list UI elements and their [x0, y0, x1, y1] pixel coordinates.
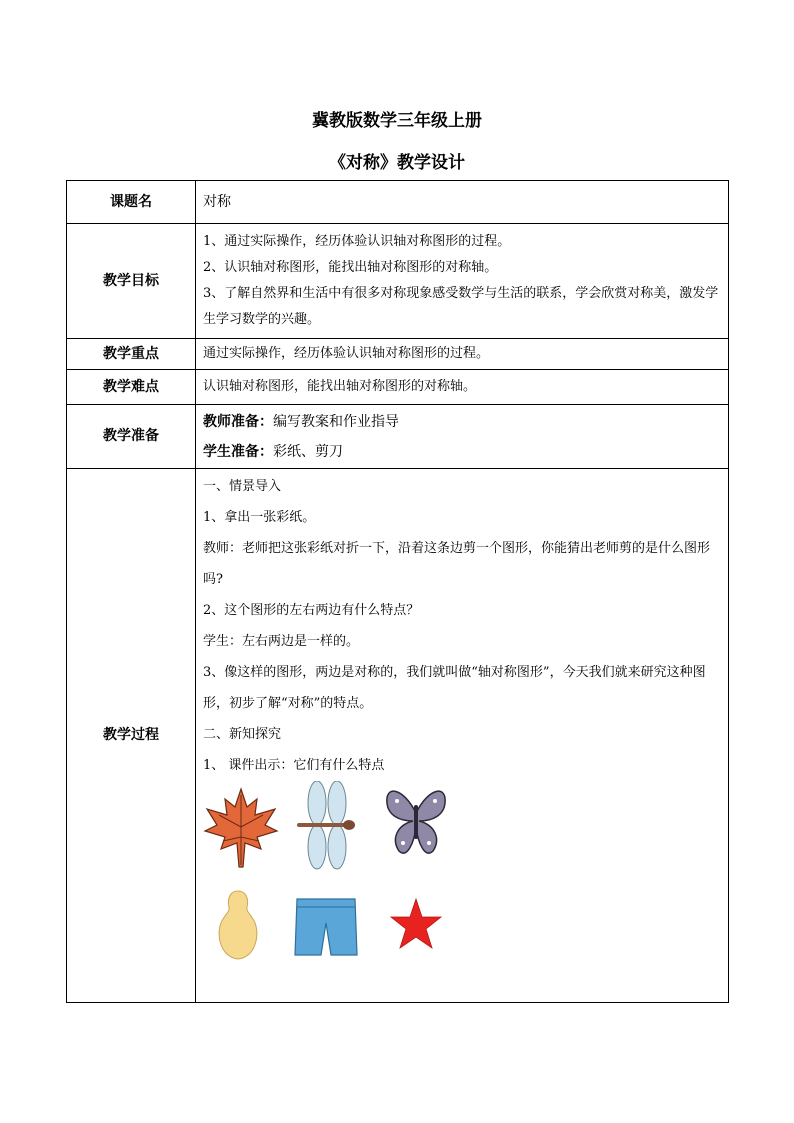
objective-item: 2、认识轴对称图形，能找出轴对称图形的对称轴。 — [203, 260, 498, 275]
table-row-key-point — [67, 339, 729, 370]
process-line: 1、 课件出示：它们有什么特点 — [203, 758, 385, 773]
difficulty-label: 教学难点 — [67, 370, 196, 405]
shorts-icon — [293, 897, 359, 959]
process-label: 教学过程 — [67, 469, 196, 1003]
preparation-label: 教学准备 — [67, 405, 196, 469]
objectives-content — [196, 224, 729, 339]
difficulty-value: 认识轴对称图形，能找出轴对称图形的对称轴。 — [196, 370, 729, 405]
process-line: 学生：左右两边是一样的。 — [203, 634, 360, 649]
table-row-difficulty — [67, 370, 729, 405]
key-point-label: 教学重点 — [67, 339, 196, 370]
gourd-icon — [213, 889, 263, 961]
symmetry-pictures — [203, 781, 722, 1001]
objectives-label: 教学目标 — [67, 224, 196, 339]
document-subtitle: 《对称》教学设计 — [329, 153, 465, 173]
process-line: 3、像这样的图形，两边是对称的，我们就叫做“轴对称图形”，今天我们就来研究这种图形，初步了解“对称”的特点。 — [203, 665, 706, 711]
student-preparation-label: 学生准备： — [203, 443, 273, 460]
process-line: 1、拿出一张彩纸。 — [203, 510, 316, 525]
objective-item: 3、了解自然界和生活中有很多对称现象感受数学与生活的联系，学会欣赏对称美，激发学生学习数学的兴趣。 — [203, 286, 719, 327]
butterfly-icon — [383, 783, 449, 859]
teacher-preparation-label: 教师准备： — [203, 413, 273, 430]
document-title: 冀教版数学三年级上册 — [312, 111, 482, 131]
topic-label: 课题名 — [67, 181, 196, 224]
maple-leaf-icon — [203, 787, 279, 869]
table-row-preparation — [67, 405, 729, 469]
process-line: 二、新知探究 — [203, 727, 282, 742]
teacher-preparation — [203, 407, 722, 437]
topic-value: 对称 — [196, 181, 729, 224]
objective-item: 1、通过实际操作，经历体验认识轴对称图形的过程。 — [203, 234, 511, 249]
preparation-content — [196, 405, 729, 469]
student-preparation-value: 彩纸、剪刀 — [273, 443, 343, 460]
student-preparation — [203, 437, 722, 467]
table-row-process — [67, 469, 729, 1003]
lesson-plan-table — [66, 180, 729, 1003]
teacher-preparation-value: 编写教案和作业指导 — [273, 413, 399, 430]
process-line: 2、这个图形的左右两边有什么特点？ — [203, 603, 420, 618]
table-row-topic — [67, 181, 729, 224]
process-content — [196, 469, 729, 1003]
red-star-icon — [389, 897, 443, 951]
dragonfly-icon — [295, 781, 359, 873]
process-line: 教师：老师把这张彩纸对折一下，沿着这条边剪一个图形，你能猜出老师剪的是什么图形吗? — [203, 541, 711, 587]
table-row-objectives — [67, 224, 729, 339]
process-line: 一、情景导入 — [203, 479, 282, 494]
key-point-value: 通过实际操作，经历体验认识轴对称图形的过程。 — [196, 339, 729, 370]
